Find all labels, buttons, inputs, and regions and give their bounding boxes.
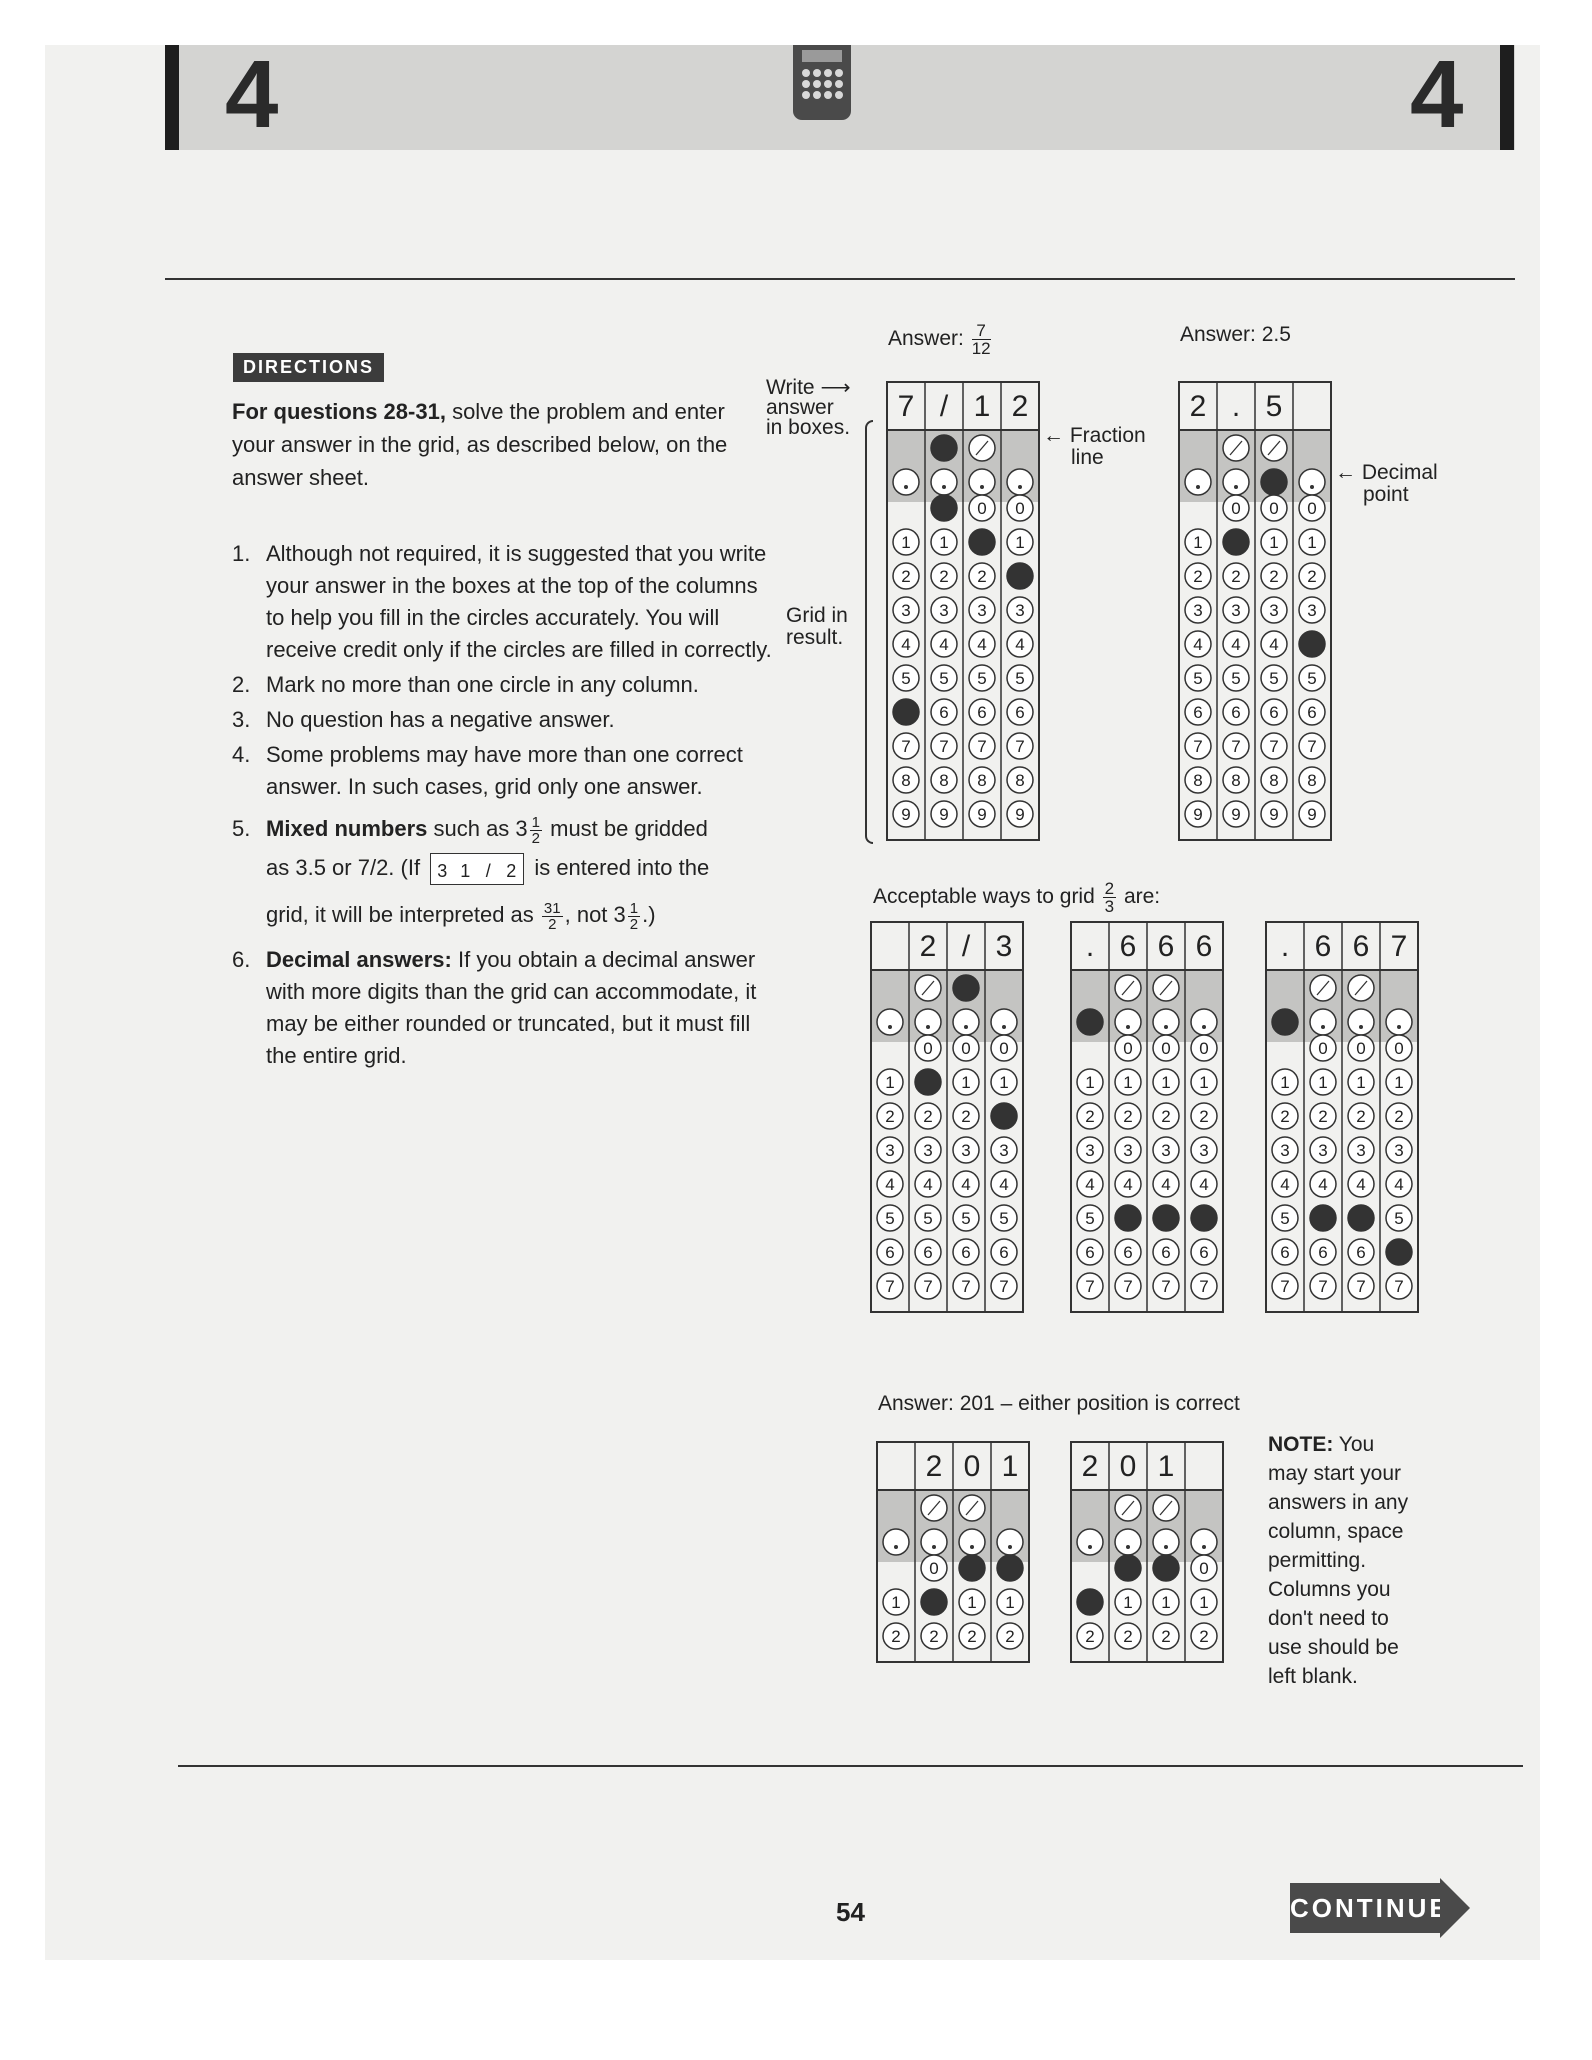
digit-label: 0 bbox=[923, 1039, 933, 1058]
digit-label: 4 bbox=[999, 1175, 1009, 1194]
grid-header-char: 0 bbox=[1119, 1450, 1137, 1483]
decimal-bubble bbox=[1191, 1009, 1217, 1035]
answer-grid-2-3 bbox=[867, 920, 1027, 1314]
digit-label: 0 bbox=[1318, 1039, 1328, 1058]
digit-label: 6 bbox=[1085, 1243, 1095, 1262]
digit-label: 1 bbox=[1161, 1593, 1171, 1612]
digit-label: 4 bbox=[923, 1175, 933, 1194]
digit-label: 9 bbox=[1231, 805, 1241, 824]
digit-label: 7 bbox=[939, 737, 949, 756]
digit-bubble bbox=[1077, 1589, 1103, 1615]
digit-label: 7 bbox=[1318, 1277, 1328, 1296]
digit-label: 1 bbox=[939, 533, 949, 552]
decimal-bubble bbox=[931, 469, 957, 495]
write-answer-label: Write ⟶ answer in boxes. bbox=[766, 376, 851, 439]
digit-label: 8 bbox=[1193, 771, 1203, 790]
digit-bubble bbox=[997, 1555, 1023, 1581]
decimal-bubble bbox=[1153, 1529, 1179, 1555]
digit-label: 0 bbox=[1394, 1039, 1404, 1058]
digit-bubble bbox=[1153, 1205, 1179, 1231]
note-text: NOTE: You may start your answers in any column, space permitting. Columns you don't need to use should be left blank. bbox=[1268, 1433, 1409, 1688]
grid-header-char: 3 bbox=[995, 930, 1013, 963]
acceptable-ways-label: Acceptable ways to grid $\frac{2}{3}$ are: bbox=[873, 879, 1161, 916]
digit-label: 6 bbox=[1123, 1243, 1133, 1262]
digit-label: 3 bbox=[1356, 1141, 1366, 1160]
decimal-point-label: ← Decimal point bbox=[1335, 461, 1438, 506]
digit-label: 6 bbox=[961, 1243, 971, 1262]
digit-label: 0 bbox=[1199, 1559, 1209, 1578]
digit-label: 2 bbox=[1123, 1107, 1133, 1126]
digit-label: 0 bbox=[977, 499, 987, 518]
section-number-left: 4 bbox=[225, 41, 279, 148]
digit-label: 7 bbox=[923, 1277, 933, 1296]
digit-label: 2 bbox=[1318, 1107, 1328, 1126]
list-item: 1. Although not required, it is suggested that you write your answer in the boxes at the top of the columns to help you fill in the circles accurately. You will receive credit only if the circles are filled in correctly. bbox=[232, 541, 772, 662]
digit-label: 3 bbox=[1015, 601, 1025, 620]
digit-label: 4 bbox=[977, 635, 987, 654]
digit-label: 4 bbox=[1356, 1175, 1366, 1194]
decimal-bubble bbox=[1310, 1009, 1336, 1035]
digit-label: 4 bbox=[901, 635, 911, 654]
list-item: 4. Some problems may have more than one correct answer. In such cases, grid only one answer. bbox=[232, 742, 743, 799]
digit-label: 4 bbox=[1199, 1175, 1209, 1194]
digit-label: 1 bbox=[1280, 1073, 1290, 1092]
fraction-one-half-2: $\frac{1}{2}$ bbox=[629, 899, 639, 933]
digit-label: 6 bbox=[1269, 703, 1279, 722]
digit-label: 2 bbox=[1199, 1107, 1209, 1126]
decimal-bubble bbox=[883, 1529, 909, 1555]
digit-label: 2 bbox=[891, 1627, 901, 1646]
continue-button[interactable]: CONTINUE bbox=[1290, 1883, 1440, 1933]
decimal-bubble bbox=[1153, 1009, 1179, 1035]
digit-label: 6 bbox=[977, 703, 987, 722]
digit-label: 3 bbox=[961, 1141, 971, 1160]
decimal-bubble bbox=[915, 1009, 941, 1035]
digit-label: 2 bbox=[1193, 567, 1203, 586]
digit-label: 7 bbox=[885, 1277, 895, 1296]
directions-label: DIRECTIONS bbox=[233, 353, 384, 382]
digit-label: 1 bbox=[1193, 533, 1203, 552]
decimal-bubble bbox=[1299, 469, 1325, 495]
digit-label: 0 bbox=[1123, 1039, 1133, 1058]
digit-label: 6 bbox=[1161, 1243, 1171, 1262]
list-item: 3. No question has a negative answer. bbox=[232, 707, 615, 732]
grid-header-char: 6 bbox=[1352, 930, 1370, 963]
digit-label: 1 bbox=[891, 1593, 901, 1612]
digit-label: 1 bbox=[967, 1593, 977, 1612]
digit-label: 6 bbox=[1307, 703, 1317, 722]
decimal-bubble bbox=[1185, 469, 1211, 495]
grid-header-char: 1 bbox=[1001, 1450, 1019, 1483]
digit-label: 0 bbox=[1356, 1039, 1366, 1058]
digit-label: 4 bbox=[1269, 635, 1279, 654]
answer-grid-201-left bbox=[1067, 1440, 1227, 1664]
decimal-bubble bbox=[997, 1529, 1023, 1555]
digit-label: 2 bbox=[901, 567, 911, 586]
digit-label: 5 bbox=[999, 1209, 1009, 1228]
digit-bubble bbox=[915, 1069, 941, 1095]
decimal-bubble bbox=[1223, 469, 1249, 495]
intro-rest: solve the problem and enter your answer in the grid, as described below, on the answer sheet. bbox=[232, 399, 728, 490]
grid-header-char: 7 bbox=[897, 390, 915, 423]
digit-bubble bbox=[931, 495, 957, 521]
grid-result-brace bbox=[865, 420, 873, 844]
digit-label: 6 bbox=[1199, 1243, 1209, 1262]
grid-header-char: 0 bbox=[963, 1450, 981, 1483]
digit-label: 6 bbox=[999, 1243, 1009, 1262]
digit-label: 2 bbox=[1161, 1627, 1171, 1646]
decimal-bubble bbox=[1261, 469, 1287, 495]
digit-label: 3 bbox=[1269, 601, 1279, 620]
digit-label: 7 bbox=[961, 1277, 971, 1296]
digit-label: 2 bbox=[939, 567, 949, 586]
answer-grid-201-right bbox=[873, 1440, 1033, 1664]
digit-label: 6 bbox=[1318, 1243, 1328, 1262]
decimal-bubble bbox=[893, 469, 919, 495]
digit-label: 4 bbox=[1085, 1175, 1095, 1194]
digit-label: 4 bbox=[1123, 1175, 1133, 1194]
decimal-bubble bbox=[1077, 1529, 1103, 1555]
digit-label: 3 bbox=[999, 1141, 1009, 1160]
digit-label: 2 bbox=[1085, 1107, 1095, 1126]
grid-header-char: . bbox=[1231, 390, 1241, 423]
digit-label: 2 bbox=[1356, 1107, 1366, 1126]
digit-label: 3 bbox=[1123, 1141, 1133, 1160]
grid-header-char: 1 bbox=[973, 390, 991, 423]
decimal-bubble bbox=[1272, 1009, 1298, 1035]
digit-label: 5 bbox=[1231, 669, 1241, 688]
grid-header-char: 7 bbox=[1390, 930, 1408, 963]
digit-label: 0 bbox=[929, 1559, 939, 1578]
digit-label: 3 bbox=[1193, 601, 1203, 620]
digit-label: 1 bbox=[901, 533, 911, 552]
digit-label: 8 bbox=[1307, 771, 1317, 790]
digit-label: 7 bbox=[1231, 737, 1241, 756]
digit-label: 1 bbox=[1161, 1073, 1171, 1092]
answer-grid-667 bbox=[1262, 920, 1422, 1314]
rules-list bbox=[232, 538, 772, 1075]
digit-label: 4 bbox=[1280, 1175, 1290, 1194]
digit-label: 7 bbox=[1356, 1277, 1366, 1296]
digit-label: 1 bbox=[1123, 1073, 1133, 1092]
digit-label: 5 bbox=[1269, 669, 1279, 688]
digit-label: 8 bbox=[977, 771, 987, 790]
digit-label: 0 bbox=[999, 1039, 1009, 1058]
digit-label: 9 bbox=[1307, 805, 1317, 824]
digit-label: 2 bbox=[967, 1627, 977, 1646]
digit-bubble bbox=[1115, 1205, 1141, 1231]
digit-label: 8 bbox=[1231, 771, 1241, 790]
digit-label: 1 bbox=[1307, 533, 1317, 552]
grid-header-char: 2 bbox=[1081, 1450, 1099, 1483]
digit-label: 3 bbox=[1161, 1141, 1171, 1160]
digit-label: 4 bbox=[961, 1175, 971, 1194]
digit-label: 1 bbox=[1199, 1073, 1209, 1092]
digit-label: 6 bbox=[939, 703, 949, 722]
bottom-rule bbox=[178, 1765, 1523, 1767]
answer-201-label: Answer: 201 – either position is correct bbox=[878, 1392, 1240, 1415]
digit-label: 9 bbox=[1015, 805, 1025, 824]
digit-label: 7 bbox=[1307, 737, 1317, 756]
digit-label: 7 bbox=[977, 737, 987, 756]
digit-label: 3 bbox=[1280, 1141, 1290, 1160]
decimal-bubble bbox=[953, 1009, 979, 1035]
digit-label: 4 bbox=[1394, 1175, 1404, 1194]
digit-bubble bbox=[1299, 631, 1325, 657]
digit-label: 3 bbox=[1199, 1141, 1209, 1160]
digit-label: 0 bbox=[1161, 1039, 1171, 1058]
digit-label: 5 bbox=[1280, 1209, 1290, 1228]
digit-label: 3 bbox=[1394, 1141, 1404, 1160]
digit-label: 6 bbox=[1015, 703, 1025, 722]
grid-header-char: 2 bbox=[919, 930, 937, 963]
digit-label: 0 bbox=[1269, 499, 1279, 518]
digit-label: 1 bbox=[1199, 1593, 1209, 1612]
digit-label: 2 bbox=[1307, 567, 1317, 586]
digit-bubble bbox=[921, 1589, 947, 1615]
decimal-bubble bbox=[991, 1009, 1017, 1035]
digit-label: 6 bbox=[1356, 1243, 1366, 1262]
grid-header-char: 6 bbox=[1195, 930, 1213, 963]
digit-label: 5 bbox=[1193, 669, 1203, 688]
digit-label: 4 bbox=[1015, 635, 1025, 654]
digit-label: 2 bbox=[929, 1627, 939, 1646]
digit-label: 3 bbox=[885, 1141, 895, 1160]
digit-label: 8 bbox=[1015, 771, 1025, 790]
grid-header-char: 6 bbox=[1119, 930, 1137, 963]
digit-label: 1 bbox=[1356, 1073, 1366, 1092]
decimal-bubble bbox=[1115, 1009, 1141, 1035]
digit-label: 2 bbox=[1199, 1627, 1209, 1646]
digit-bubble bbox=[969, 529, 995, 555]
digit-bubble bbox=[1115, 1555, 1141, 1581]
digit-label: 3 bbox=[939, 601, 949, 620]
digit-label: 1 bbox=[1005, 1593, 1015, 1612]
digit-label: 9 bbox=[1269, 805, 1279, 824]
digit-label: 9 bbox=[901, 805, 911, 824]
digit-label: 1 bbox=[1123, 1593, 1133, 1612]
mini-grid-example: 3 1 / 2 bbox=[430, 853, 524, 885]
digit-label: 0 bbox=[961, 1039, 971, 1058]
digit-label: 0 bbox=[1015, 499, 1025, 518]
digit-bubble bbox=[1310, 1205, 1336, 1231]
digit-label: 1 bbox=[1015, 533, 1025, 552]
digit-label: 4 bbox=[1193, 635, 1203, 654]
fraction-one-half: $\frac{1}{2}$ bbox=[531, 813, 540, 847]
decimal-bubble bbox=[1077, 1009, 1103, 1035]
digit-label: 8 bbox=[939, 771, 949, 790]
calculator-icon bbox=[793, 45, 851, 120]
top-rule bbox=[165, 278, 1515, 280]
digit-label: 5 bbox=[923, 1209, 933, 1228]
digit-label: 7 bbox=[1015, 737, 1025, 756]
intro-bold: For questions 28-31, bbox=[232, 399, 446, 424]
digit-label: 2 bbox=[977, 567, 987, 586]
continue-arrow-icon bbox=[1440, 1878, 1470, 1938]
digit-label: 4 bbox=[1161, 1175, 1171, 1194]
grid-header-char: 2 bbox=[1189, 390, 1207, 423]
fraction-line-label: ← Fraction line bbox=[1043, 424, 1146, 469]
answer-2-5-label: Answer: 2.5 bbox=[1180, 323, 1291, 346]
digit-label: 5 bbox=[1307, 669, 1317, 688]
digit-label: 1 bbox=[961, 1073, 971, 1092]
digit-label: 0 bbox=[1307, 499, 1317, 518]
digit-label: 7 bbox=[901, 737, 911, 756]
digit-label: 5 bbox=[885, 1209, 895, 1228]
digit-bubble bbox=[1348, 1205, 1374, 1231]
digit-label: 9 bbox=[939, 805, 949, 824]
digit-label: 5 bbox=[939, 669, 949, 688]
grid-header-char: 5 bbox=[1265, 390, 1283, 423]
digit-label: 3 bbox=[1085, 1141, 1095, 1160]
grid-header-char: 6 bbox=[1157, 930, 1175, 963]
digit-label: 5 bbox=[977, 669, 987, 688]
digit-bubble bbox=[959, 1555, 985, 1581]
decimal-bubble bbox=[969, 469, 995, 495]
digit-label: 4 bbox=[1318, 1175, 1328, 1194]
fraction-31-2: $\frac{31}{2}$ bbox=[543, 899, 561, 933]
digit-label: 6 bbox=[1193, 703, 1203, 722]
digit-bubble bbox=[1007, 563, 1033, 589]
answer-grid-7-12 bbox=[883, 380, 1043, 842]
digit-label: 2 bbox=[1005, 1627, 1015, 1646]
digit-bubble bbox=[1191, 1205, 1217, 1231]
fraction-bubble bbox=[953, 975, 979, 1001]
digit-label: 2 bbox=[1123, 1627, 1133, 1646]
intro-text bbox=[232, 395, 762, 494]
page-number: 54 bbox=[836, 1897, 865, 1927]
digit-label: 7 bbox=[1394, 1277, 1404, 1296]
digit-label: 1 bbox=[1394, 1073, 1404, 1092]
answer-7-12-label: Answer: $\frac{7}{12}$ bbox=[888, 321, 991, 358]
decimal-bubble bbox=[1007, 469, 1033, 495]
grid-header-char: . bbox=[1085, 930, 1095, 963]
answer-grid-666 bbox=[1067, 920, 1227, 1314]
digit-label: 1 bbox=[1318, 1073, 1328, 1092]
digit-label: 8 bbox=[1269, 771, 1279, 790]
digit-bubble bbox=[893, 699, 919, 725]
digit-label: 2 bbox=[1280, 1107, 1290, 1126]
digit-bubble bbox=[1386, 1239, 1412, 1265]
digit-label: 0 bbox=[1199, 1039, 1209, 1058]
digit-label: 0 bbox=[1231, 499, 1241, 518]
digit-label: 1 bbox=[885, 1073, 895, 1092]
digit-label: 7 bbox=[1085, 1277, 1095, 1296]
digit-label: 7 bbox=[1199, 1277, 1209, 1296]
digit-label: 2 bbox=[1161, 1107, 1171, 1126]
decimal-bubble bbox=[959, 1529, 985, 1555]
digit-label: 6 bbox=[1280, 1243, 1290, 1262]
header-right-bar bbox=[1500, 45, 1514, 150]
grid-header-char: 1 bbox=[1157, 1450, 1175, 1483]
grid-header-char: 2 bbox=[1011, 390, 1029, 423]
digit-label: 2 bbox=[1269, 567, 1279, 586]
list-item: 2. Mark no more than one circle in any column. bbox=[232, 672, 699, 697]
grid-header-char: 2 bbox=[925, 1450, 943, 1483]
digit-label: 7 bbox=[1269, 737, 1279, 756]
section-number-right: 4 bbox=[1410, 41, 1464, 148]
digit-label: 7 bbox=[999, 1277, 1009, 1296]
decimal-bubble bbox=[1348, 1009, 1374, 1035]
digit-label: 1 bbox=[1085, 1073, 1095, 1092]
decimal-bubble bbox=[921, 1529, 947, 1555]
digit-label: 3 bbox=[1307, 601, 1317, 620]
grid-header-char: . bbox=[1280, 930, 1290, 963]
digit-label: 4 bbox=[885, 1175, 895, 1194]
grid-header-char: 6 bbox=[1314, 930, 1332, 963]
digit-label: 1 bbox=[1269, 533, 1279, 552]
digit-label: 7 bbox=[1193, 737, 1203, 756]
digit-label: 2 bbox=[1231, 567, 1241, 586]
digit-label: 1 bbox=[999, 1073, 1009, 1092]
digit-label: 5 bbox=[1015, 669, 1025, 688]
digit-bubble bbox=[1223, 529, 1249, 555]
digit-bubble bbox=[1153, 1555, 1179, 1581]
decimal-bubble bbox=[1115, 1529, 1141, 1555]
list-item-mixed-numbers: 5. Mixed numbers such as 3 $\frac{1}{2}$ must be gridded as 3.5 or 7/2. (If 3 1 / 2 is entered into the grid, it will be interpreted as $\frac{31}{2}$ , not 3 $\frac{1}{2}$ .) bbox=[232, 813, 710, 933]
digit-label: 7 bbox=[1161, 1277, 1171, 1296]
decimal-bubble bbox=[877, 1009, 903, 1035]
answer-grid-2-5 bbox=[1175, 380, 1335, 842]
digit-label: 7 bbox=[1123, 1277, 1133, 1296]
digit-label: 3 bbox=[1318, 1141, 1328, 1160]
digit-label: 4 bbox=[939, 635, 949, 654]
digit-label: 6 bbox=[885, 1243, 895, 1262]
digit-label: 7 bbox=[1280, 1277, 1290, 1296]
fraction-bubble bbox=[931, 435, 957, 461]
digit-label: 5 bbox=[901, 669, 911, 688]
digit-label: 5 bbox=[1085, 1209, 1095, 1228]
digit-label: 6 bbox=[923, 1243, 933, 1262]
grid-in-result-label: Grid in result. bbox=[786, 604, 848, 649]
grid-header-char: / bbox=[961, 930, 971, 963]
digit-label: 2 bbox=[961, 1107, 971, 1126]
digit-label: 5 bbox=[1394, 1209, 1404, 1228]
digit-label: 9 bbox=[1193, 805, 1203, 824]
digit-bubble bbox=[991, 1103, 1017, 1129]
digit-label: 4 bbox=[1231, 635, 1241, 654]
digit-label: 8 bbox=[901, 771, 911, 790]
digit-label: 2 bbox=[1394, 1107, 1404, 1126]
header-left-bar bbox=[165, 45, 179, 150]
digit-label: 9 bbox=[977, 805, 987, 824]
decimal-bubble bbox=[1191, 1529, 1217, 1555]
digit-label: 2 bbox=[1085, 1627, 1095, 1646]
digit-label: 3 bbox=[901, 601, 911, 620]
digit-label: 6 bbox=[1231, 703, 1241, 722]
digit-label: 3 bbox=[1231, 601, 1241, 620]
grid-header-char: / bbox=[939, 390, 949, 423]
list-item-decimal-answers: 6. Decimal answers: If you obtain a decimal answer with more digits than the grid can accommodate, it may be either rounded or truncated, but it must fill the entire grid. bbox=[232, 946, 757, 1068]
digit-label: 2 bbox=[923, 1107, 933, 1126]
digit-label: 5 bbox=[961, 1209, 971, 1228]
decimal-bubble bbox=[1386, 1009, 1412, 1035]
digit-label: 3 bbox=[923, 1141, 933, 1160]
digit-label: 3 bbox=[977, 601, 987, 620]
digit-label: 2 bbox=[885, 1107, 895, 1126]
